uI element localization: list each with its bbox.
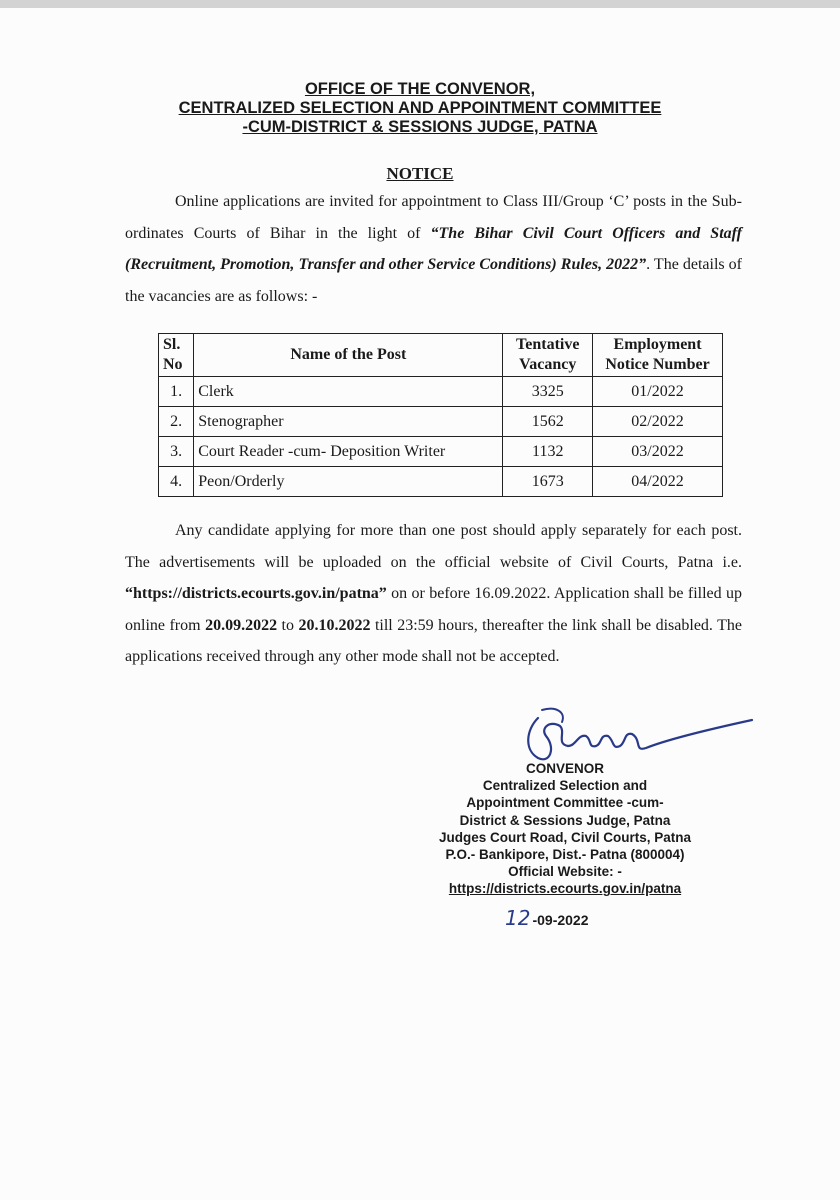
row-post-name: Peon/Orderly [194, 467, 503, 497]
instr-text-d: till 23:59 hours, thereafter the link shall be disabled. The applications received through any other mode shall not be accepted. [125, 616, 742, 665]
row-vacancy: 3325 [503, 377, 593, 407]
signature-block [400, 760, 730, 898]
notice-title: NOTICE [386, 164, 454, 183]
row-notice-number: 03/2022 [593, 437, 723, 467]
row-sl: 1. [159, 377, 194, 407]
rules-title: “The Bihar Civil Court Officers and Staff (Recruitment, Promotion, Transfer and other Service Conditions) Rules, 2022” [125, 224, 743, 273]
sig-line-2: Appointment Committee -cum- [466, 795, 664, 811]
row-sl: 4. [159, 467, 194, 497]
header-notice-number: Employment Notice Number [593, 334, 723, 377]
intro-text-b: . The details of the vacancies are as follows: - [125, 256, 742, 305]
vacancy-table [158, 333, 723, 497]
signature-date [505, 906, 589, 930]
date-printed: -09-2022 [532, 912, 589, 928]
sig-website: https://districts.ecourts.gov.in/patna [448, 881, 682, 897]
header-line-3: -CUM-DISTRICT & SESSIONS JUDGE, PATNA [242, 118, 598, 136]
row-vacancy: 1673 [503, 467, 593, 497]
header-vacancy: Tentative Vacancy [503, 334, 593, 377]
instr-text-a: Any candidate applying for more than one post should apply separately for each post. The advertisements will be uploaded on the official website of Civil Courts, Patna i.e. [125, 522, 742, 571]
header-post-name: Name of the Post [194, 334, 503, 377]
sig-line-5: P.O.- Bankipore, Dist.- Patna (800004) [445, 847, 685, 863]
row-post-name: Stenographer [194, 407, 503, 437]
sig-line-6: Official Website: - [508, 864, 622, 880]
row-sl: 2. [159, 407, 194, 437]
table-row [159, 437, 723, 467]
sig-line-4: Judges Court Road, Civil Courts, Patna [438, 829, 692, 845]
office-header [0, 80, 840, 137]
row-sl: 3. [159, 437, 194, 467]
date-from: 20.09.2022 [205, 616, 278, 634]
top-border-strip [0, 0, 840, 8]
row-notice-number: 01/2022 [593, 377, 723, 407]
table-header-row [159, 334, 723, 377]
row-notice-number: 02/2022 [593, 407, 723, 437]
table-row [159, 467, 723, 497]
intro-text-a: Online applications are invited for appointment to Class III/Group ‘C’ posts in the Sub-ordinates Courts of Bihar in the light of [125, 193, 742, 242]
table-row [159, 377, 723, 407]
instr-text-b: on or before 16.09.2022. Application shall be filled up online from [125, 585, 742, 634]
table-row [159, 407, 723, 437]
date-handwritten: 12 [505, 906, 531, 930]
sig-line-3: District & Sessions Judge, Patna [459, 812, 671, 828]
instructions-paragraph [125, 515, 742, 673]
date-to: 20.10.2022 [298, 616, 371, 634]
convenor-title: CONVENOR [525, 761, 604, 776]
row-vacancy: 1562 [503, 407, 593, 437]
intro-paragraph [125, 186, 742, 312]
header-line-1: OFFICE OF THE CONVENOR, [304, 80, 536, 98]
instr-text-c: to [277, 616, 299, 634]
header-sl-no: Sl. No [159, 334, 194, 377]
row-post-name: Clerk [194, 377, 503, 407]
official-url: “https://districts.ecourts.gov.in/patna” [125, 585, 387, 602]
row-notice-number: 04/2022 [593, 467, 723, 497]
sig-line-1: Centralized Selection and [482, 778, 648, 794]
row-vacancy: 1132 [503, 437, 593, 467]
row-post-name: Court Reader -cum- Deposition Writer [194, 437, 503, 467]
header-line-2: CENTRALIZED SELECTION AND APPOINTMENT COMMITTEE [178, 99, 662, 117]
